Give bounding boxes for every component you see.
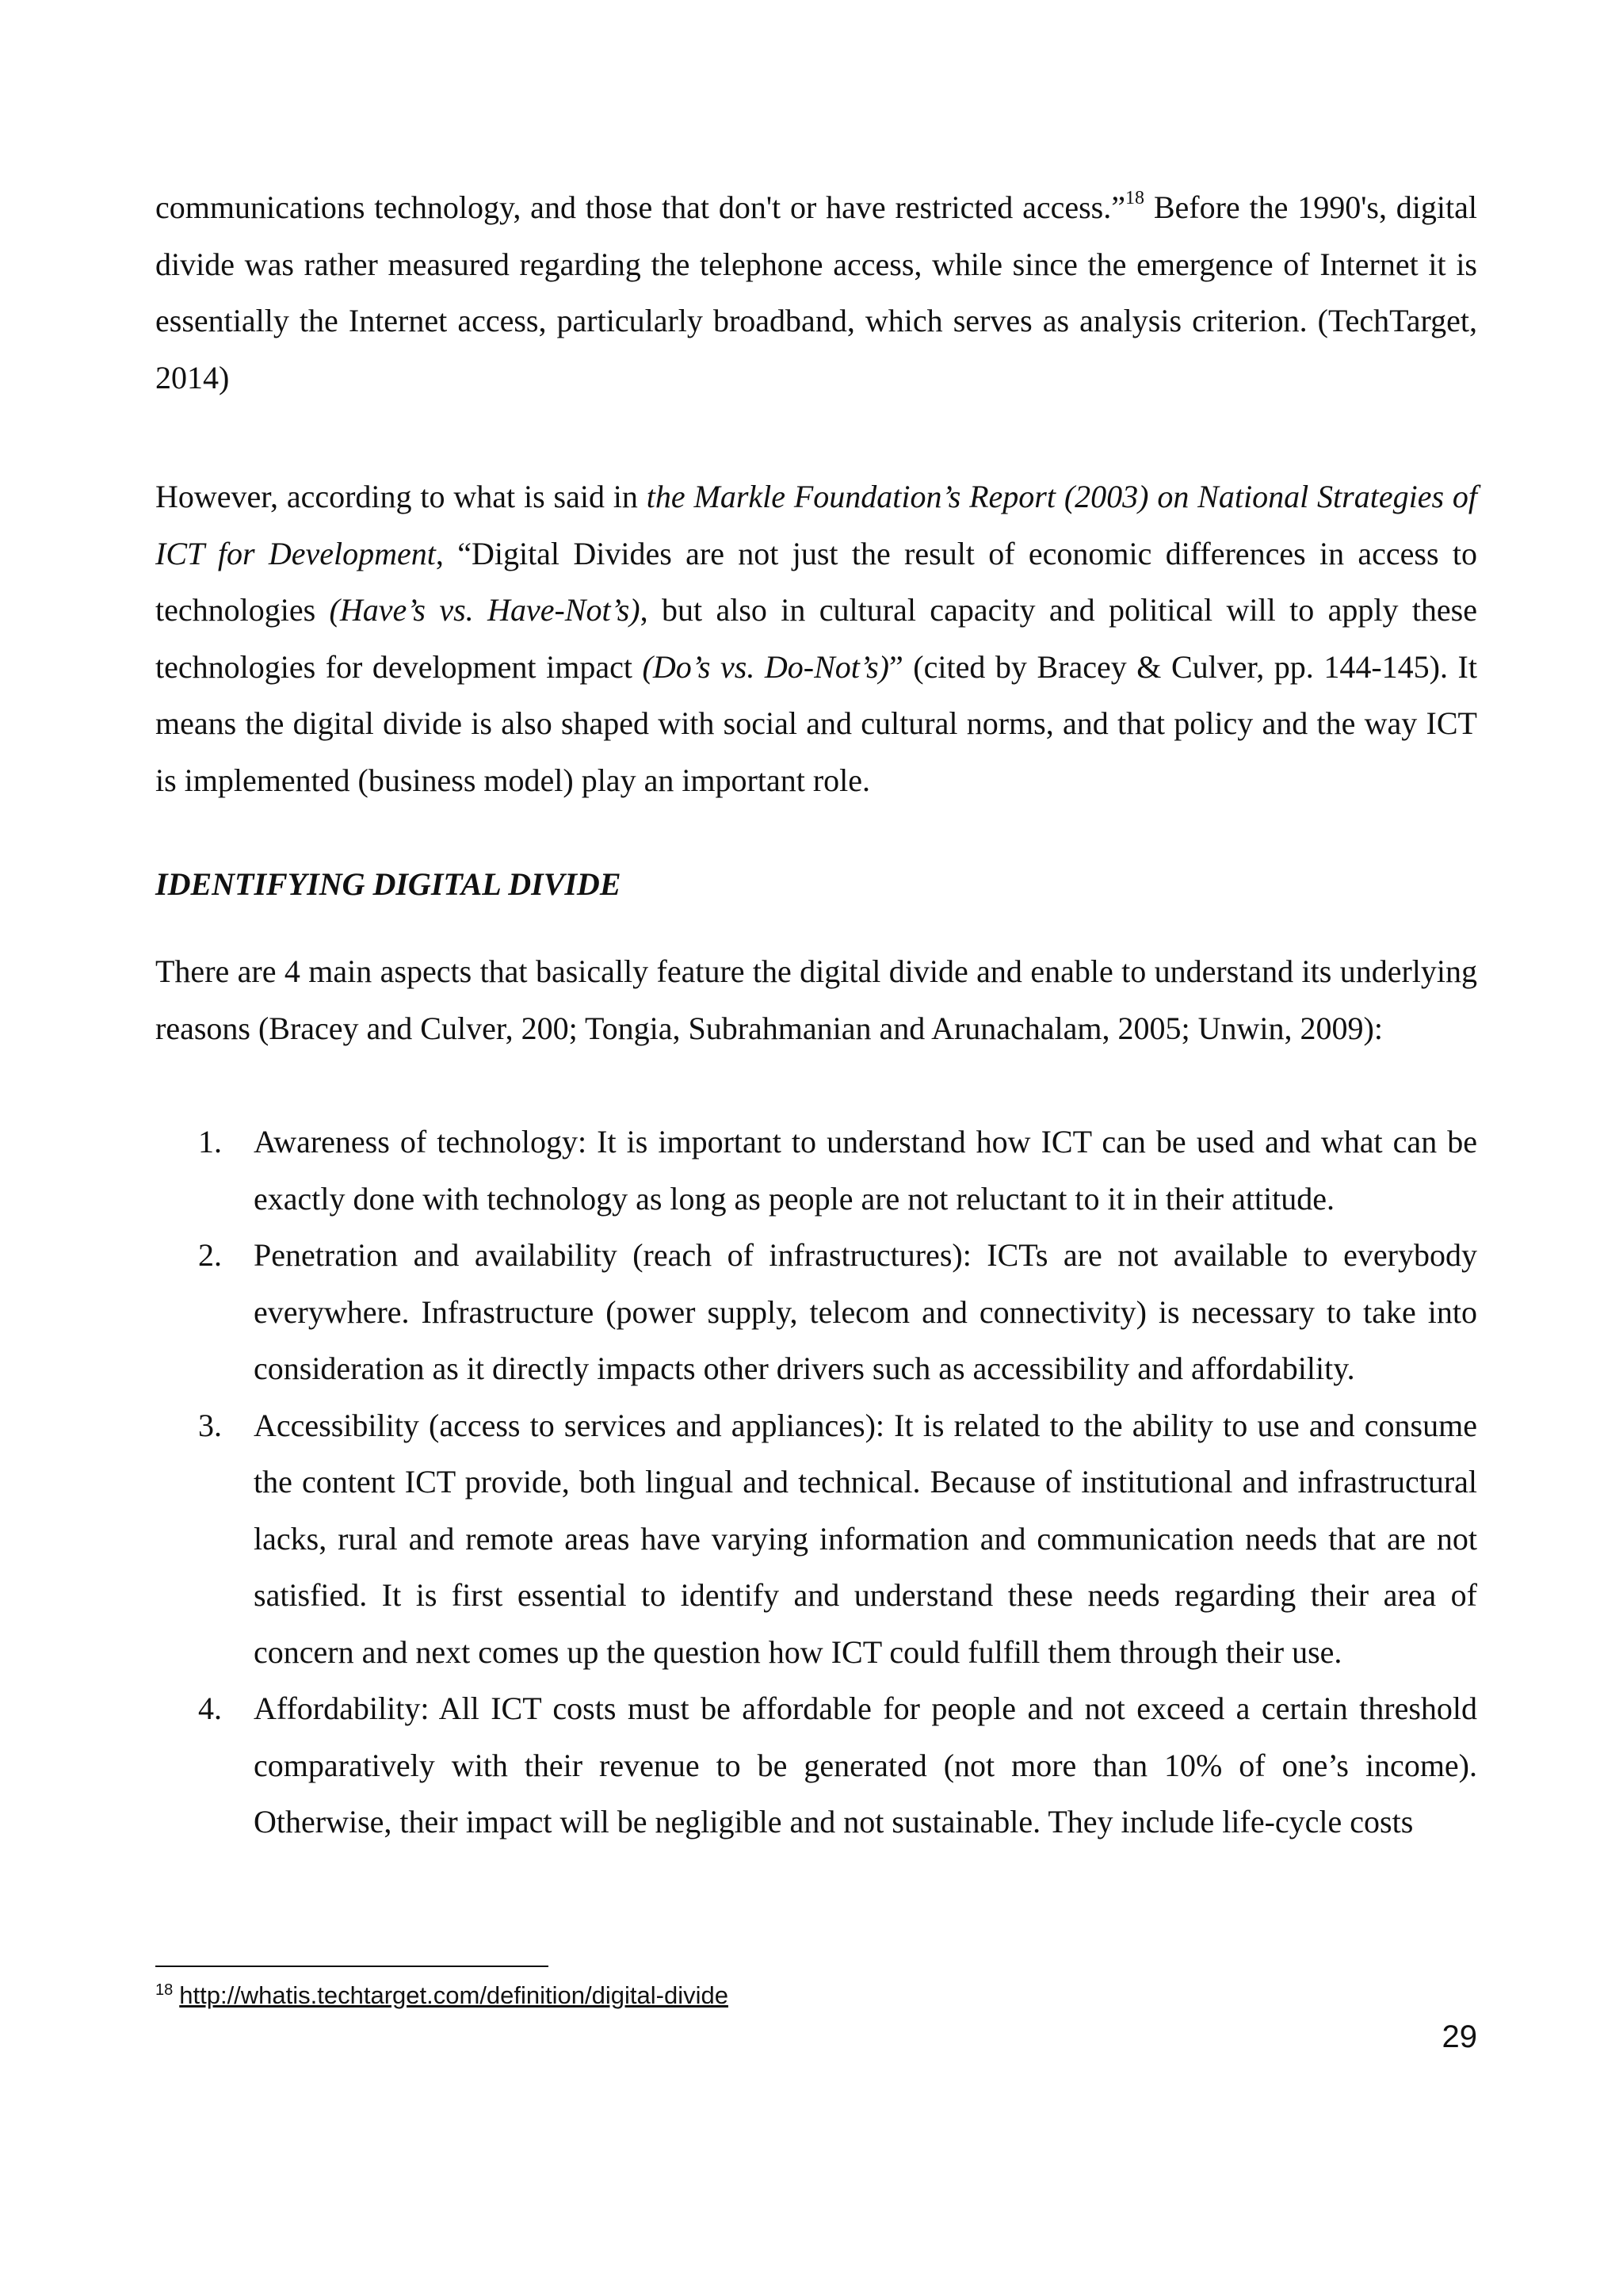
- paragraph-text: communications technology, and those that don't or have restricted access.”: [155, 189, 1126, 225]
- footnote-divider: [155, 1966, 548, 1967]
- report-title: the Markle Foundation’s Report (2003) on National Strategies of ICT for Development: [155, 479, 1478, 571]
- section-heading: IDENTIFYING DIGITAL DIVIDE: [155, 866, 621, 902]
- list-item-text: Awareness of technology: It is important to understand how ICT can be used and what can be exactly done with technology as long as people are not reluctant to it in their attitude.: [254, 1124, 1477, 1217]
- aspects-list: [155, 1114, 1477, 1851]
- list-item: [155, 1397, 1477, 1681]
- paragraph-text: ” (cited by Bracey & Culver, pp. 144-145). It means the digital divide is also shaped with social and cultural norms, and that policy and the way ICT is implemented (business model) play an important role.: [155, 648, 1477, 798]
- list-number: 1.: [198, 1124, 222, 1159]
- paragraph-text: , but also in cultural capacity and political will to apply these technologies for development impact: [155, 592, 1478, 685]
- footnote-reference: 18: [1125, 187, 1145, 208]
- page-number: 29: [1442, 2019, 1477, 2054]
- paragraph-text: , “Digital Divides are not just the result of economic differences in access to technologies: [155, 535, 1477, 628]
- paragraph-main-aspects: [155, 943, 1477, 1056]
- paragraph-digital-divide-measurement: [155, 179, 1477, 406]
- list-item-text: Affordability: All ICT costs must be affordable for people and not exceed a certain threshold comparatively with their revenue to be generated (not more than 10% of one’s income). Otherwise, their impact will be negligible and not sustainable. They include life-cycle costs: [254, 1690, 1477, 1839]
- list-item: [155, 1227, 1477, 1397]
- footnote: [155, 1980, 728, 2011]
- italic-phrase: (Do’s vs. Do-Not’s): [642, 648, 889, 685]
- paragraph-text: Before the 1990's, digital divide was rather measured regarding the telephone access, while since the emergence of Internet it is essentially the Internet access, particularly broadband, which serves as analysis criterion. (TechTarget, 2014): [155, 189, 1477, 395]
- list-number: 3.: [198, 1407, 222, 1443]
- list-item: [155, 1680, 1477, 1851]
- paragraph-text: However, according to what is said in: [155, 479, 647, 514]
- list-number: 4.: [198, 1690, 222, 1726]
- italic-phrase: (Have’s vs. Have-Not’s): [329, 592, 640, 628]
- list-item-text: Accessibility (access to services and appliances): It is related to the ability to use and consume the content ICT provide, both lingual and technical. Because of institutional and infrastructural lacks, rural and remote areas have varying information and communication needs that are not satisfied. It is first essential to identify and understand these needs regarding their area of concern and next comes up the question how ICT could fulfill them through their use.: [254, 1407, 1477, 1670]
- paragraph-text: There are 4 main aspects that basically feature the digital divide and enable to understand its underlying reasons (Bracey and Culver, 200; Tongia, Subrahmanian and Arunachalam, 2005; Unwin, 2009):: [155, 953, 1477, 1046]
- list-item: [155, 1114, 1477, 1227]
- paragraph-markle-foundation: [155, 468, 1477, 808]
- list-number: 2.: [198, 1237, 222, 1273]
- footnote-marker: 18: [155, 1981, 174, 1999]
- footnote-link[interactable]: http://whatis.techtarget.com/definition/digital-divide: [179, 1981, 728, 2009]
- list-item-text: Penetration and availability (reach of infrastructures): ICTs are not available to everybody everywhere. Infrastructure (power supply, telecom and connectivity) is necessary to take into consideration as it directly impacts other drivers such as accessibility and affordability.: [254, 1237, 1477, 1386]
